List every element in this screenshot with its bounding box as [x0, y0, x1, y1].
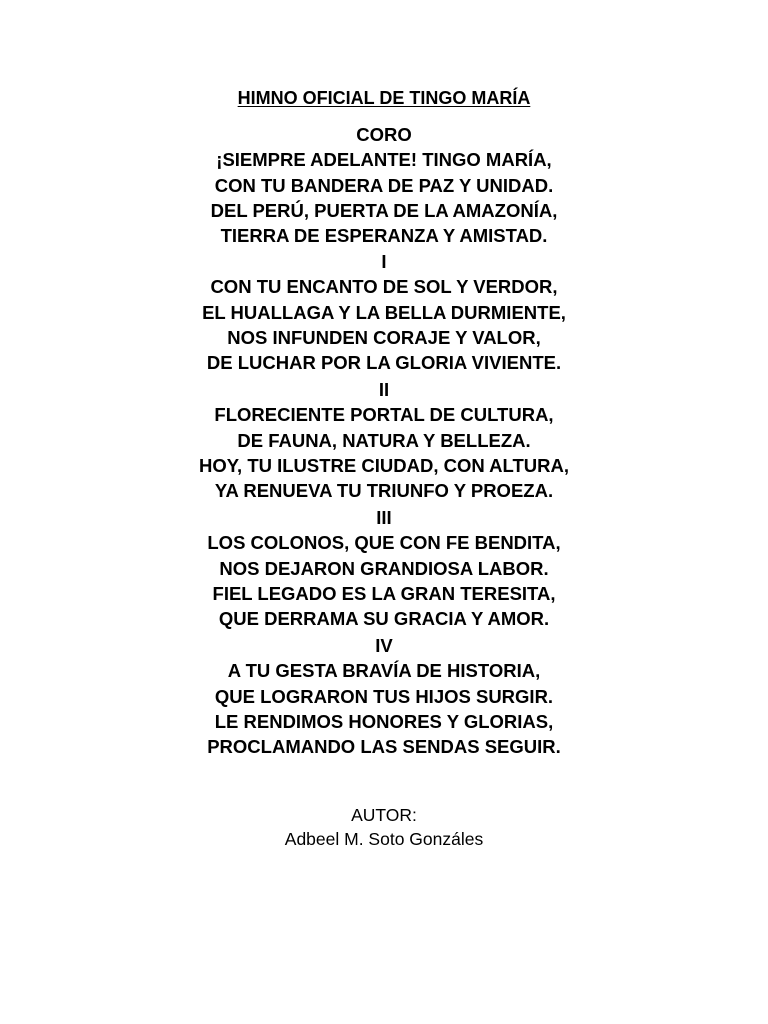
stanza-heading: CORO [356, 124, 412, 145]
stanza-line: QUE DERRAMA SU GRACIA Y AMOR. [218, 608, 550, 630]
author-label: AUTOR: [351, 805, 417, 825]
stanza-line: PROCLAMANDO LAS SENDAS SEGUIR. [207, 736, 561, 758]
stanza-line: TIERRA DE ESPERANZA Y AMISTAD. [220, 225, 548, 247]
stanza-line: NOS INFUNDEN CORAJE Y VALOR, [227, 326, 541, 348]
stanza-line: NOS DEJARON GRANDIOSA LABOR. [219, 557, 549, 579]
stanza-line: HOY, TU ILUSTRE CIUDAD, CON ALTURA, [199, 454, 569, 476]
stanza-line: FIEL LEGADO ES LA GRAN TERESITA, [212, 582, 556, 604]
stanza-line: YA RENUEVA TU TRIUNFO Y PROEZA. [214, 480, 554, 502]
stanza-line: DEL PERÚ, PUERTA DE LA AMAZONÍA, [210, 199, 558, 221]
stanza-line: DE LUCHAR POR LA GLORIA VIVIENTE. [206, 352, 562, 374]
stanza-line: CON TU BANDERA DE PAZ Y UNIDAD. [214, 174, 554, 196]
stanza-line: A TU GESTA BRAVÍA DE HISTORIA, [227, 660, 541, 682]
stanza-line: DE FAUNA, NATURA Y BELLEZA. [237, 429, 531, 451]
author-block [0, 803, 768, 851]
stanza-heading: IV [375, 635, 393, 656]
stanza-iii [0, 505, 768, 631]
stanza-coro [0, 122, 768, 248]
stanza-line: CON TU ENCANTO DE SOL Y VERDOR, [210, 276, 558, 298]
stanza-line: LOS COLONOS, QUE CON FE BENDITA, [207, 532, 561, 554]
stanza-line: LE RENDIMOS HONORES Y GLORIAS, [214, 710, 554, 732]
stanza-iv [0, 633, 768, 759]
document-title: HIMNO OFICIAL DE TINGO MARÍA [237, 88, 531, 108]
stanza-heading: III [376, 507, 392, 528]
stanza-line: EL HUALLAGA Y LA BELLA DURMIENTE, [202, 301, 566, 323]
author-name: Adbeel M. Soto Gonzáles [284, 829, 484, 849]
stanza-ii [0, 377, 768, 503]
stanza-heading: I [381, 251, 387, 272]
stanza-i [0, 249, 768, 375]
stanza-line: ¡SIEMPRE ADELANTE! TINGO MARÍA, [216, 149, 552, 171]
stanza-heading: II [378, 379, 390, 400]
stanza-line: QUE LOGRARON TUS HIJOS SURGIR. [214, 685, 554, 707]
stanza-line: FLORECIENTE PORTAL DE CULTURA, [214, 404, 554, 426]
